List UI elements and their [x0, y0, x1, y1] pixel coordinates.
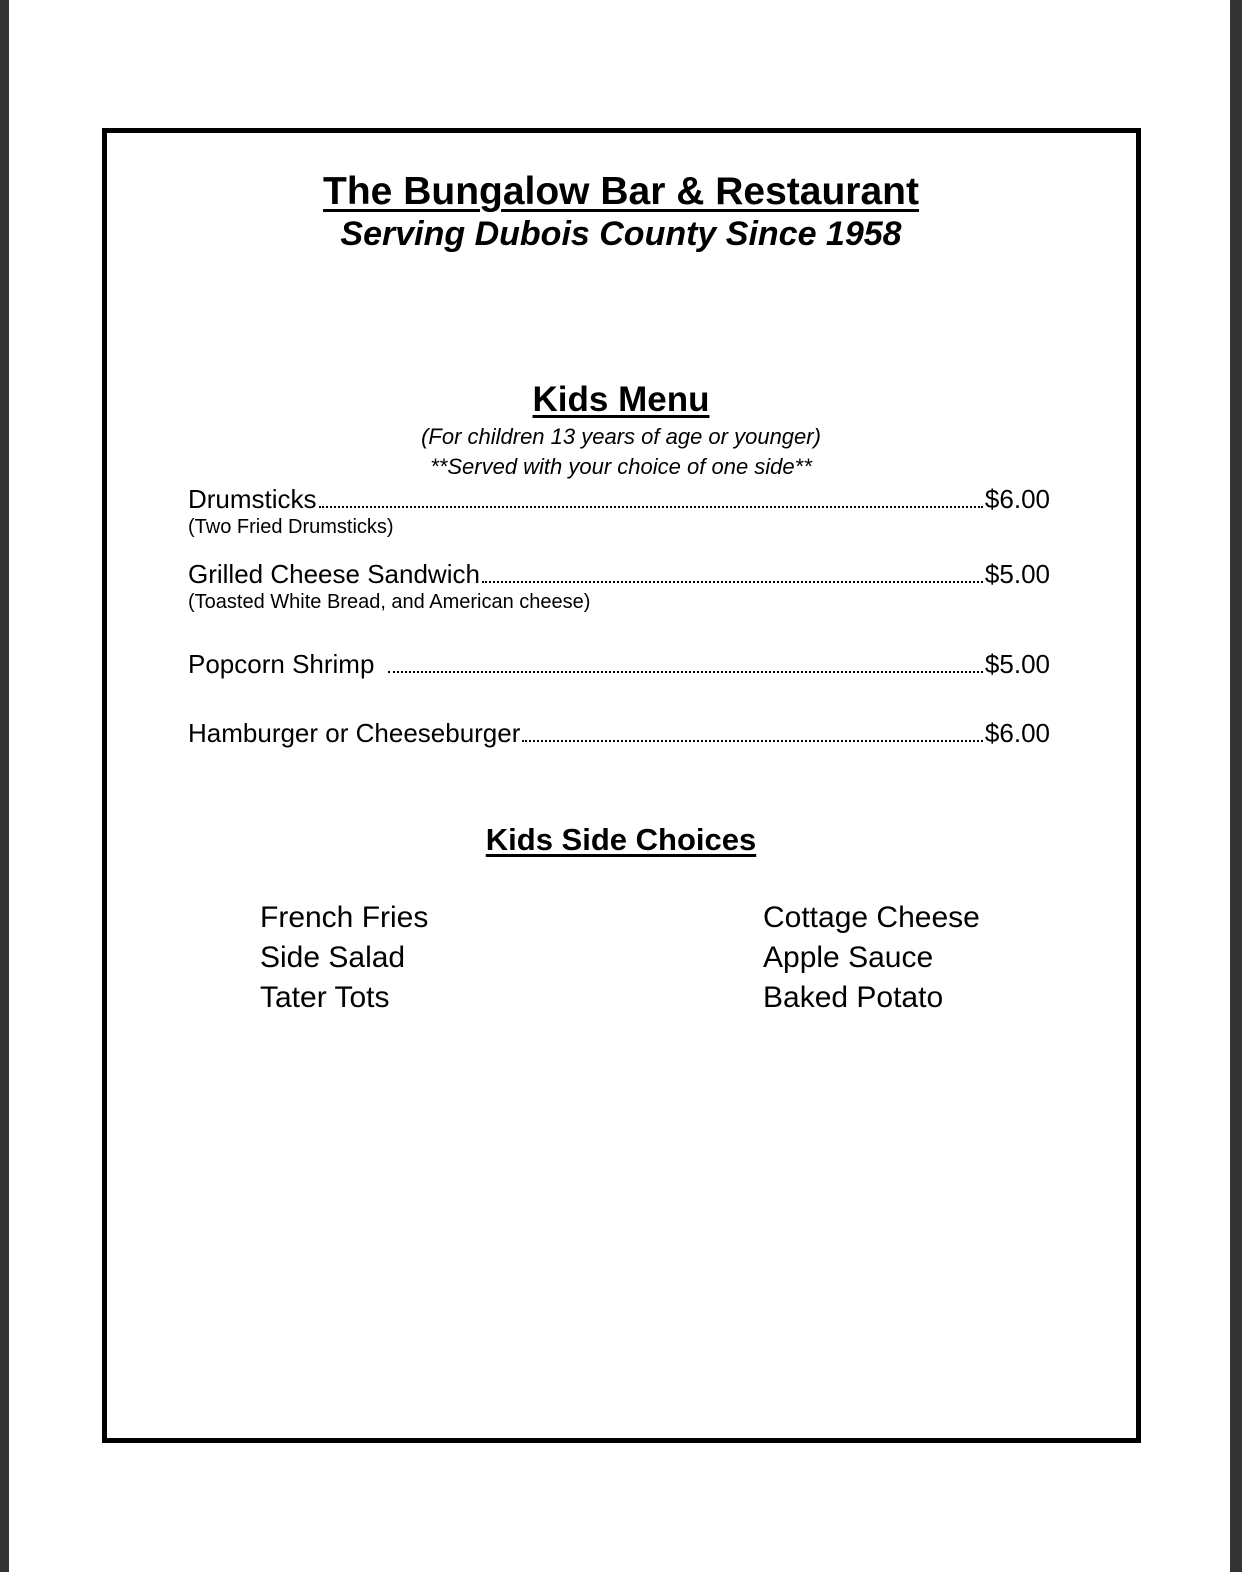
- age-note: (For children 13 years of age or younger): [421, 424, 821, 449]
- dot-leader: [388, 670, 983, 673]
- restaurant-title: The Bungalow Bar & Restaurant: [323, 170, 919, 213]
- side-item: French Fries: [260, 901, 429, 934]
- menu-frame: [102, 128, 1141, 1443]
- dot-leader: [482, 580, 983, 583]
- menu-item: [188, 649, 1050, 679]
- menu-item: [188, 559, 1050, 615]
- menu-item-description: (Toasted White Bread, and American cheese): [188, 591, 591, 613]
- sides-left-column: [260, 898, 428, 1018]
- kids-menu-heading: Kids Menu: [532, 380, 710, 419]
- side-choices-heading: Kids Side Choices: [485, 822, 757, 857]
- menu-item-price: $5.00: [984, 559, 1050, 589]
- menu-item-name: Hamburger or Cheeseburger: [188, 718, 521, 748]
- menu-item-price: $6.00: [984, 718, 1050, 748]
- side-note: **Served with your choice of one side**: [430, 454, 812, 479]
- side-item: Baked Potato: [763, 981, 944, 1014]
- side-item: Cottage Cheese: [763, 901, 980, 934]
- side-item: Apple Sauce: [763, 941, 934, 974]
- menu-item: [188, 484, 1050, 540]
- dot-leader: [522, 739, 983, 742]
- side-item: Tater Tots: [260, 981, 390, 1014]
- menu-item-price: $5.00: [984, 649, 1050, 679]
- menu-item-description: (Two Fried Drumsticks): [188, 516, 394, 538]
- menu-item-name: Grilled Cheese Sandwich: [188, 559, 480, 589]
- sides-right-column: [763, 898, 980, 1018]
- menu-item-name: Popcorn Shrimp: [188, 649, 375, 679]
- dot-leader: [319, 505, 983, 508]
- menu-item-name: Drumsticks: [188, 484, 317, 514]
- menu-item-price: $6.00: [984, 484, 1050, 514]
- restaurant-subtitle: Serving Dubois County Since 1958: [340, 215, 902, 253]
- side-item: Side Salad: [260, 941, 406, 974]
- menu-item: [188, 718, 1050, 748]
